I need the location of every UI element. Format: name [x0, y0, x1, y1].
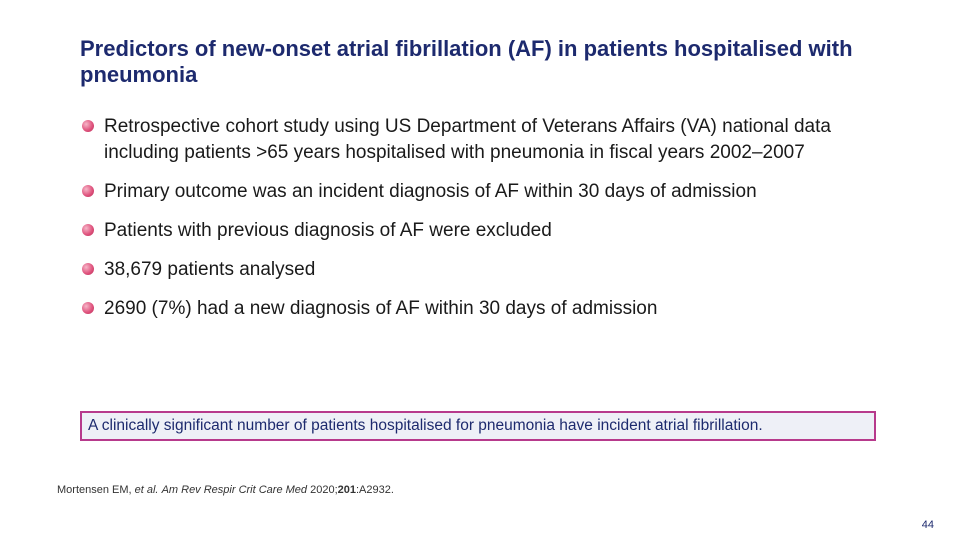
- bullet-item: [80, 218, 880, 244]
- bullet-icon: [82, 224, 94, 236]
- bullet-item: [80, 114, 880, 166]
- bullet-text: Patients with previous diagnosis of AF were excluded: [104, 220, 552, 241]
- bullet-text: Retrospective cohort study using US Department of Veterans Affairs (VA) national data including patients >65 years hospitalised with pneumonia in fiscal years 2002–2007: [104, 116, 831, 163]
- reference-etal: et al.: [134, 484, 159, 496]
- bullet-icon: [82, 120, 94, 132]
- bullet-text: 38,679 patients analysed: [104, 259, 316, 280]
- page-number: 44: [921, 519, 934, 531]
- slide-title: Predictors of new-onset atrial fibrillation (AF) in patients hospitalised with pneumonia: [80, 36, 853, 87]
- callout-text: A clinically significant number of patients hospitalised for pneumonia have incident atrial fibrillation.: [88, 417, 763, 434]
- bullet-item: [80, 296, 880, 322]
- bullet-text: 2690 (7%) had a new diagnosis of AF within 30 days of admission: [104, 298, 658, 319]
- bullet-list: [80, 114, 880, 335]
- bullet-icon: [82, 185, 94, 197]
- reference-journal: Am Rev Respir Crit Care Med: [161, 484, 308, 496]
- bullet-icon: [82, 302, 94, 314]
- reference-year: 2020;: [310, 484, 338, 496]
- bullet-item: [80, 179, 880, 205]
- bullet-text: Primary outcome was an incident diagnosis of AF within 30 days of admission: [104, 181, 757, 202]
- bullet-icon: [82, 263, 94, 275]
- bullet-item: [80, 257, 880, 283]
- reference-pages: :A2932.: [356, 484, 394, 496]
- reference-authors: Mortensen EM,: [57, 484, 135, 496]
- reference-citation: [57, 484, 394, 496]
- key-message-callout: [80, 411, 876, 441]
- reference-volume: 201: [337, 484, 356, 496]
